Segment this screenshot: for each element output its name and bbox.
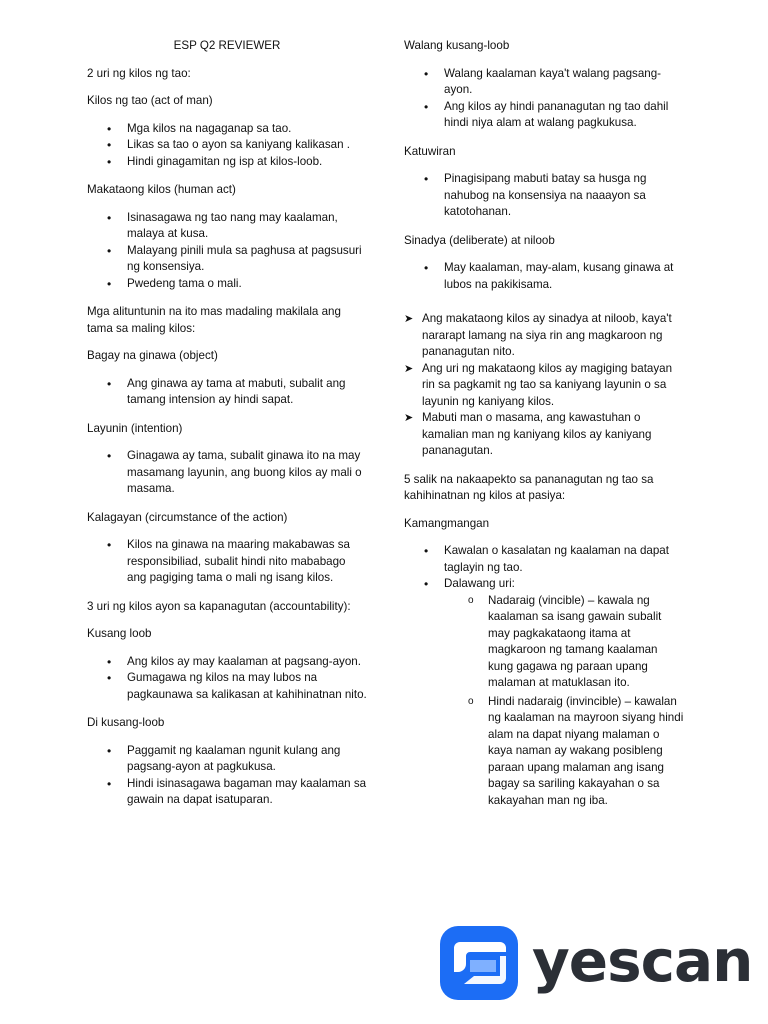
list-item: • Ang kilos ay hindi pananagutan ng tao dahil hindi niya alam at walang pagkukusa. <box>404 99 684 132</box>
intro-heading: 2 uri ng kilos ng tao: <box>87 66 191 80</box>
list-item: • Pinagisipang mabuti batay sa husga ng nahubog na konsensiya na naaayon sa katotohanan. <box>404 171 684 221</box>
section-heading: Kalagayan (circumstance of the action) <box>87 510 288 524</box>
list-item: • Dalawang uri: <box>404 576 684 593</box>
section-heading: Kamangmangan <box>404 516 490 530</box>
arrow-bullet-icon: ➤ <box>404 313 414 325</box>
sub-list-item: o Hindi nadaraig (invincible) – kawalan ng kaalaman na mayroon siyang hindi alam na dapat niyang malaman o kaya naman ay wakang posibleng paraan upang malaman ang isang bagay sa sariling kakayahan o sa kakayahan man ng iba. <box>404 694 684 810</box>
arrow-list-item <box>404 410 684 460</box>
arrow-list-item <box>404 361 684 411</box>
arrow-list <box>404 311 684 460</box>
document-title: ESP Q2 REVIEWER <box>173 39 281 52</box>
arrow-bullet-icon: ➤ <box>404 412 414 424</box>
list-item: • Kawalan o kasalatan ng kaalaman na dapat taglayin ng tao. <box>404 543 684 576</box>
list-item: • Hindi isinasagawa bagaman may kaalaman sa gawain na dapat isatuparan. <box>87 776 367 809</box>
section-heading: Layunin (intention) <box>87 421 183 435</box>
bullet-list <box>404 171 684 221</box>
bullet-list <box>87 654 367 704</box>
bullet-list <box>87 537 367 587</box>
arrow-list-item <box>404 311 684 361</box>
list-item: • Isinasagawa ng tao nang may kaalaman, malaya at kusa. <box>87 210 367 243</box>
section-heading: Katuwiran <box>404 144 456 158</box>
section-heading: Bagay na ginawa (object) <box>87 349 218 362</box>
arrow-item-text: Ang makataong kilos ay sinadya at niloob, kaya't nararapt lamang na siya rin ang magkaroon ng pananagutan nito. <box>422 312 672 358</box>
section-heading: Kusang loob <box>87 627 152 640</box>
section-heading: Kilos ng tao (act of man) <box>87 94 213 107</box>
bullet-list <box>87 121 367 171</box>
list-item: • May kaalaman, may-alam, kusang ginawa at lubos na pakikisama. <box>404 260 684 293</box>
list-item: • Gumagawa ng kilos na may lubos na pagkaunawa sa kalikasan at kahihinatnan nito. <box>87 670 367 703</box>
list-item: • Ang ginawa ay tama at mabuti, subalit ang tamang intension ay hindi sapat. <box>87 376 367 409</box>
arrow-item-text: Mabuti man o masama, ang kawastuhan o kamalian man ng kaniyang kilos ay kaniyang pananagutan. <box>422 411 652 457</box>
list-item: • Likas sa tao o ayon sa kaniyang kalikasan . <box>87 137 367 154</box>
right-column <box>404 38 684 809</box>
arrow-item-text: Ang uri ng makataong kilos ay magiging batayan rin sa pagkamit ng tao sa kaniyang layunin o sa layunin ng kaniyang kilos. <box>422 361 673 408</box>
list-item: • Mga kilos na nagaganap sa tao. <box>87 121 367 138</box>
bullet-list <box>404 543 684 593</box>
bullet-list <box>87 376 367 409</box>
list-item: • Ang kilos ay may kaalaman at pagsang-ayon. <box>87 654 367 671</box>
section-heading: Makataong kilos (human act) <box>87 183 236 196</box>
section-heading: Walang kusang-loob <box>404 39 510 52</box>
section-paragraph: Mga alituntunin na ito mas madaling makilala ang tama sa maling kilos: <box>87 305 341 335</box>
arrow-bullet-icon: ➤ <box>404 362 414 375</box>
bullet-list <box>404 260 684 293</box>
yescan-watermark <box>440 926 760 1000</box>
list-item: • Hindi ginagamitan ng isp at kilos-loob. <box>87 154 367 171</box>
section-paragraph: 5 salik na nakaapekto sa pananagutan ng tao sa kahihinatnan ng kilos at pasiya: <box>404 472 654 502</box>
yescan-logo-icon <box>440 926 518 1000</box>
list-item: • Malayang pinili mula sa paghusa at pagsusuri ng konsensiya. <box>87 243 367 276</box>
list-item: • Walang kaalaman kaya't walang pagsang-ayon. <box>404 66 684 99</box>
list-item: • Paggamit ng kaalaman ngunit kulang ang pagsang-ayon at pagkukusa. <box>87 743 367 776</box>
section-heading: Sinadya (deliberate) at niloob <box>404 233 555 247</box>
sub-list-item: o Nadaraig (vincible) – kawala ng kaalaman sa isang gawain subalit may pagkakataong itama at magkaroon ng tamang kaalaman kung gagawa ng paraan upang malaman at matuklasan ito. <box>404 593 684 692</box>
bullet-list <box>87 210 367 293</box>
section-heading: Di kusang-loob <box>87 716 165 729</box>
yescan-wordmark: yescan <box>532 927 753 995</box>
bullet-list <box>87 448 367 498</box>
list-item: • Kilos na ginawa na maaring makabawas sa responsibiliad, subalit hindi nito mababago ang pagiging tama o mali ng isang kilos. <box>87 537 367 587</box>
sub-list <box>404 593 684 810</box>
list-item: • Ginagawa ay tama, subalit ginawa ito na may masamang layunin, ang buong kilos ay mali o masama. <box>87 448 367 498</box>
left-column <box>87 38 367 821</box>
bullet-list <box>404 66 684 132</box>
bullet-list <box>87 743 367 809</box>
list-item: • Pwedeng tama o mali. <box>87 276 367 293</box>
section-heading: 3 uri ng kilos ayon sa kapanagutan (accountability): <box>87 599 351 613</box>
